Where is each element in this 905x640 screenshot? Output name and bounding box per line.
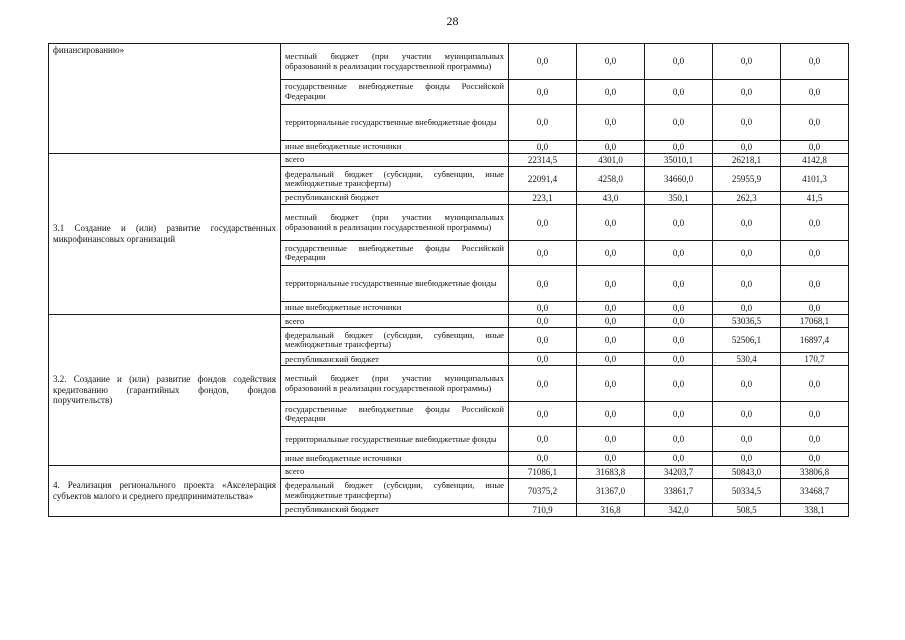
funding-source-cell: государственные внебюджетные фонды Российской Федерации xyxy=(281,80,509,105)
amount-cell: 33806,8 xyxy=(781,465,849,478)
amount-cell: 530,4 xyxy=(713,353,781,366)
funding-source-cell: иные внебюджетные источники xyxy=(281,302,509,315)
amount-cell: 50843,0 xyxy=(713,465,781,478)
amount-cell: 0,0 xyxy=(645,427,713,452)
amount-cell: 338,1 xyxy=(781,503,849,516)
amount-cell: 0,0 xyxy=(577,353,645,366)
amount-cell: 0,0 xyxy=(645,328,713,353)
funding-source-cell: местный бюджет (при участии муниципальных образований в реализации государственной программы) xyxy=(281,44,509,80)
amount-cell: 52506,1 xyxy=(713,328,781,353)
funding-source-cell: иные внебюджетные источники xyxy=(281,452,509,465)
amount-cell: 34660,0 xyxy=(645,167,713,192)
funding-source-cell: местный бюджет (при участии муниципальных образований в реализации государственной программы) xyxy=(281,366,509,402)
program-name-cell: 4. Реализация регионального проекта «Акселерация субъектов малого и среднего предпринимательства» xyxy=(49,465,281,516)
amount-cell: 316,8 xyxy=(577,503,645,516)
amount-cell: 0,0 xyxy=(645,141,713,154)
funding-source-cell: республиканский бюджет xyxy=(281,353,509,366)
amount-cell: 0,0 xyxy=(509,141,577,154)
amount-cell: 0,0 xyxy=(781,205,849,241)
amount-cell: 0,0 xyxy=(509,44,577,80)
amount-cell: 0,0 xyxy=(645,105,713,141)
amount-cell: 0,0 xyxy=(645,266,713,302)
table-row xyxy=(49,44,849,80)
program-name-cell: финансированию» xyxy=(49,44,281,154)
amount-cell: 262,3 xyxy=(713,192,781,205)
amount-cell: 0,0 xyxy=(713,44,781,80)
amount-cell: 0,0 xyxy=(645,315,713,328)
amount-cell: 0,0 xyxy=(509,205,577,241)
amount-cell: 0,0 xyxy=(577,141,645,154)
amount-cell: 0,0 xyxy=(713,427,781,452)
amount-cell: 170,7 xyxy=(781,353,849,366)
funding-source-cell: всего xyxy=(281,465,509,478)
amount-cell: 31367,0 xyxy=(577,478,645,503)
amount-cell: 4258,0 xyxy=(577,167,645,192)
amount-cell: 0,0 xyxy=(781,302,849,315)
amount-cell: 0,0 xyxy=(781,452,849,465)
amount-cell: 0,0 xyxy=(645,366,713,402)
amount-cell: 0,0 xyxy=(713,402,781,427)
amount-cell: 17068,1 xyxy=(781,315,849,328)
amount-cell: 0,0 xyxy=(577,266,645,302)
amount-cell: 43,0 xyxy=(577,192,645,205)
table-row xyxy=(49,154,849,167)
funding-source-cell: территориальные государственные внебюджетные фонды xyxy=(281,105,509,141)
amount-cell: 50334,5 xyxy=(713,478,781,503)
amount-cell: 0,0 xyxy=(509,315,577,328)
funding-source-cell: местный бюджет (при участии муниципальных образований в реализации государственной программы) xyxy=(281,205,509,241)
table-row xyxy=(49,315,849,328)
amount-cell: 0,0 xyxy=(577,328,645,353)
funding-source-cell: государственные внебюджетные фонды Российской Федерации xyxy=(281,402,509,427)
amount-cell: 0,0 xyxy=(713,452,781,465)
amount-cell: 0,0 xyxy=(577,302,645,315)
funding-source-cell: всего xyxy=(281,315,509,328)
amount-cell: 0,0 xyxy=(509,402,577,427)
amount-cell: 0,0 xyxy=(713,266,781,302)
amount-cell: 0,0 xyxy=(713,141,781,154)
amount-cell: 350,1 xyxy=(645,192,713,205)
funding-source-cell: республиканский бюджет xyxy=(281,503,509,516)
amount-cell: 0,0 xyxy=(713,241,781,266)
amount-cell: 41,5 xyxy=(781,192,849,205)
budget-table xyxy=(48,43,849,517)
amount-cell: 0,0 xyxy=(509,80,577,105)
amount-cell: 0,0 xyxy=(509,302,577,315)
program-name-cell: 3.2. Создание и (или) развитие фондов содействия кредитованию (гарантийных фондов, фондов поручительств) xyxy=(49,315,281,465)
funding-source-cell: федеральный бюджет (субсидии, субвенции, иные межбюджетные трансферты) xyxy=(281,167,509,192)
amount-cell: 0,0 xyxy=(577,105,645,141)
amount-cell: 0,0 xyxy=(645,452,713,465)
amount-cell: 0,0 xyxy=(577,44,645,80)
amount-cell: 0,0 xyxy=(781,266,849,302)
amount-cell: 0,0 xyxy=(781,402,849,427)
amount-cell: 0,0 xyxy=(577,80,645,105)
amount-cell: 0,0 xyxy=(509,328,577,353)
amount-cell: 25955,9 xyxy=(713,167,781,192)
amount-cell: 33861,7 xyxy=(645,478,713,503)
funding-source-cell: федеральный бюджет (субсидии, субвенции, иные межбюджетные трансферты) xyxy=(281,328,509,353)
amount-cell: 0,0 xyxy=(645,353,713,366)
amount-cell: 342,0 xyxy=(645,503,713,516)
amount-cell: 16897,4 xyxy=(781,328,849,353)
amount-cell: 0,0 xyxy=(509,353,577,366)
amount-cell: 33468,7 xyxy=(781,478,849,503)
amount-cell: 0,0 xyxy=(713,205,781,241)
amount-cell: 0,0 xyxy=(509,427,577,452)
amount-cell: 53036,5 xyxy=(713,315,781,328)
amount-cell: 0,0 xyxy=(781,105,849,141)
table-row xyxy=(49,465,849,478)
amount-cell: 508,5 xyxy=(713,503,781,516)
amount-cell: 71086,1 xyxy=(509,465,577,478)
amount-cell: 0,0 xyxy=(509,105,577,141)
amount-cell: 0,0 xyxy=(645,205,713,241)
amount-cell: 0,0 xyxy=(577,315,645,328)
amount-cell: 0,0 xyxy=(645,402,713,427)
amount-cell: 710,9 xyxy=(509,503,577,516)
amount-cell: 4101,3 xyxy=(781,167,849,192)
amount-cell: 0,0 xyxy=(577,402,645,427)
amount-cell: 0,0 xyxy=(645,44,713,80)
amount-cell: 0,0 xyxy=(577,366,645,402)
amount-cell: 0,0 xyxy=(645,302,713,315)
amount-cell: 0,0 xyxy=(645,80,713,105)
amount-cell: 0,0 xyxy=(713,366,781,402)
amount-cell: 0,0 xyxy=(713,105,781,141)
amount-cell: 0,0 xyxy=(509,266,577,302)
amount-cell: 4301,0 xyxy=(577,154,645,167)
amount-cell: 0,0 xyxy=(781,80,849,105)
amount-cell: 70375,2 xyxy=(509,478,577,503)
amount-cell: 223,1 xyxy=(509,192,577,205)
amount-cell: 0,0 xyxy=(781,141,849,154)
program-name-cell: 3.1 Создание и (или) развитие государственных микрофинансовых организаций xyxy=(49,154,281,315)
funding-source-cell: республиканский бюджет xyxy=(281,192,509,205)
amount-cell: 4142,8 xyxy=(781,154,849,167)
amount-cell: 22314,5 xyxy=(509,154,577,167)
amount-cell: 0,0 xyxy=(509,241,577,266)
funding-source-cell: федеральный бюджет (субсидии, субвенции, иные межбюджетные трансферты) xyxy=(281,478,509,503)
amount-cell: 0,0 xyxy=(577,452,645,465)
funding-source-cell: государственные внебюджетные фонды Российской Федерации xyxy=(281,241,509,266)
amount-cell: 0,0 xyxy=(577,205,645,241)
amount-cell: 0,0 xyxy=(577,241,645,266)
funding-source-cell: иные внебюджетные источники xyxy=(281,141,509,154)
amount-cell: 0,0 xyxy=(645,241,713,266)
amount-cell: 0,0 xyxy=(713,80,781,105)
amount-cell: 31683,8 xyxy=(577,465,645,478)
amount-cell: 0,0 xyxy=(509,366,577,402)
amount-cell: 35010,1 xyxy=(645,154,713,167)
amount-cell: 0,0 xyxy=(781,427,849,452)
amount-cell: 0,0 xyxy=(509,452,577,465)
amount-cell: 0,0 xyxy=(713,302,781,315)
funding-source-cell: территориальные государственные внебюджетные фонды xyxy=(281,266,509,302)
amount-cell: 22091,4 xyxy=(509,167,577,192)
budget-table-body xyxy=(49,44,849,517)
page-number: 28 xyxy=(446,14,459,28)
amount-cell: 0,0 xyxy=(781,44,849,80)
amount-cell: 34203,7 xyxy=(645,465,713,478)
amount-cell: 0,0 xyxy=(781,241,849,266)
amount-cell: 0,0 xyxy=(577,427,645,452)
funding-source-cell: территориальные государственные внебюджетные фонды xyxy=(281,427,509,452)
amount-cell: 0,0 xyxy=(781,366,849,402)
funding-source-cell: всего xyxy=(281,154,509,167)
amount-cell: 26218,1 xyxy=(713,154,781,167)
